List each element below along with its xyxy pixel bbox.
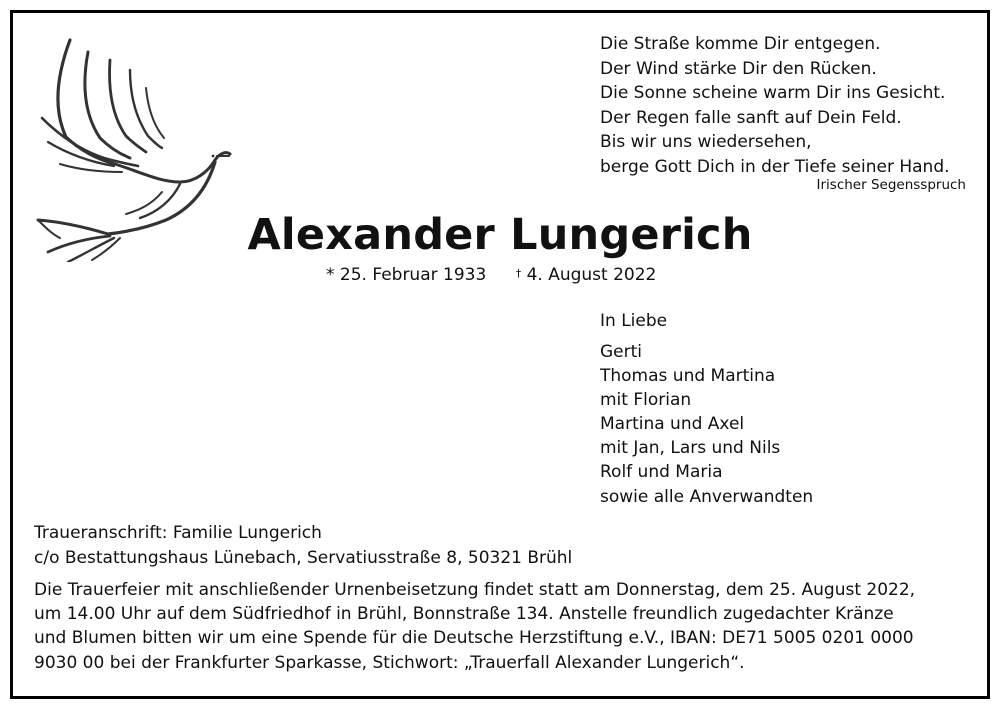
- mourner-line: Rolf und Maria: [600, 462, 723, 483]
- mourner-line: mit Jan, Lars und Nils: [600, 438, 781, 459]
- mourner-line: mit Florian: [600, 390, 692, 411]
- death-date-group: [516, 262, 657, 288]
- mourner-line: sowie alle Anverwandten: [600, 486, 814, 507]
- address-line: c/o Bestattungshaus Lünebach, Servatiusstraße 8, 50321 Brühl: [34, 547, 573, 568]
- mourner-line: Thomas und Martina: [600, 366, 776, 387]
- funeral-notice: [34, 578, 974, 675]
- mourner-line: Gerti: [600, 342, 643, 362]
- cross-symbol: †: [515, 267, 522, 280]
- notice-line: und Blumen bitten wir um eine Spende für die Deutsche Herzstiftung e.V., IBAN: DE71 5005 0201 0000: [34, 628, 914, 649]
- deceased-name: Alexander Lungerich: [247, 210, 753, 260]
- life-dates: [326, 262, 656, 288]
- address-line: Traueranschrift: Familie Lungerich: [34, 523, 322, 543]
- poem-line: Der Wind stärke Dir den Rücken.: [600, 58, 877, 79]
- notice-line: um 14.00 Uhr auf dem Südfriedhof in Brühl, Bonnstraße 134. Anstelle freundlich zugedachter Kränze: [34, 604, 894, 625]
- poem-source: Irischer Segensspruch: [816, 177, 966, 193]
- poem-line: berge Gott Dich in der Tiefe seiner Hand.: [600, 156, 950, 177]
- poem-line: Bis wir uns wiedersehen,: [600, 132, 812, 153]
- mourner-line: Martina und Axel: [600, 414, 745, 435]
- poem-line: Der Regen falle sanft auf Dein Feld.: [600, 107, 902, 128]
- mourning-address: [34, 521, 964, 570]
- notice-line: Die Trauerfeier mit anschließender Urnenbeisetzung findet statt am Donnerstag, dem 25. August 2022,: [34, 580, 916, 600]
- poem: [600, 32, 980, 180]
- mourners-intro: In Liebe: [600, 311, 668, 331]
- death-date: 4. August 2022: [526, 265, 657, 285]
- poem-line: Die Straße komme Dir entgegen.: [600, 34, 881, 54]
- mourners: [600, 308, 980, 509]
- notice-line: 9030 00 bei der Frankfurter Sparkasse, Stichwort: „Trauerfall Alexander Lungerich“.: [34, 652, 745, 673]
- poem-line: Die Sonne scheine warm Dir ins Gesicht.: [600, 83, 946, 104]
- birth-date: * 25. Februar 1933: [326, 265, 487, 285]
